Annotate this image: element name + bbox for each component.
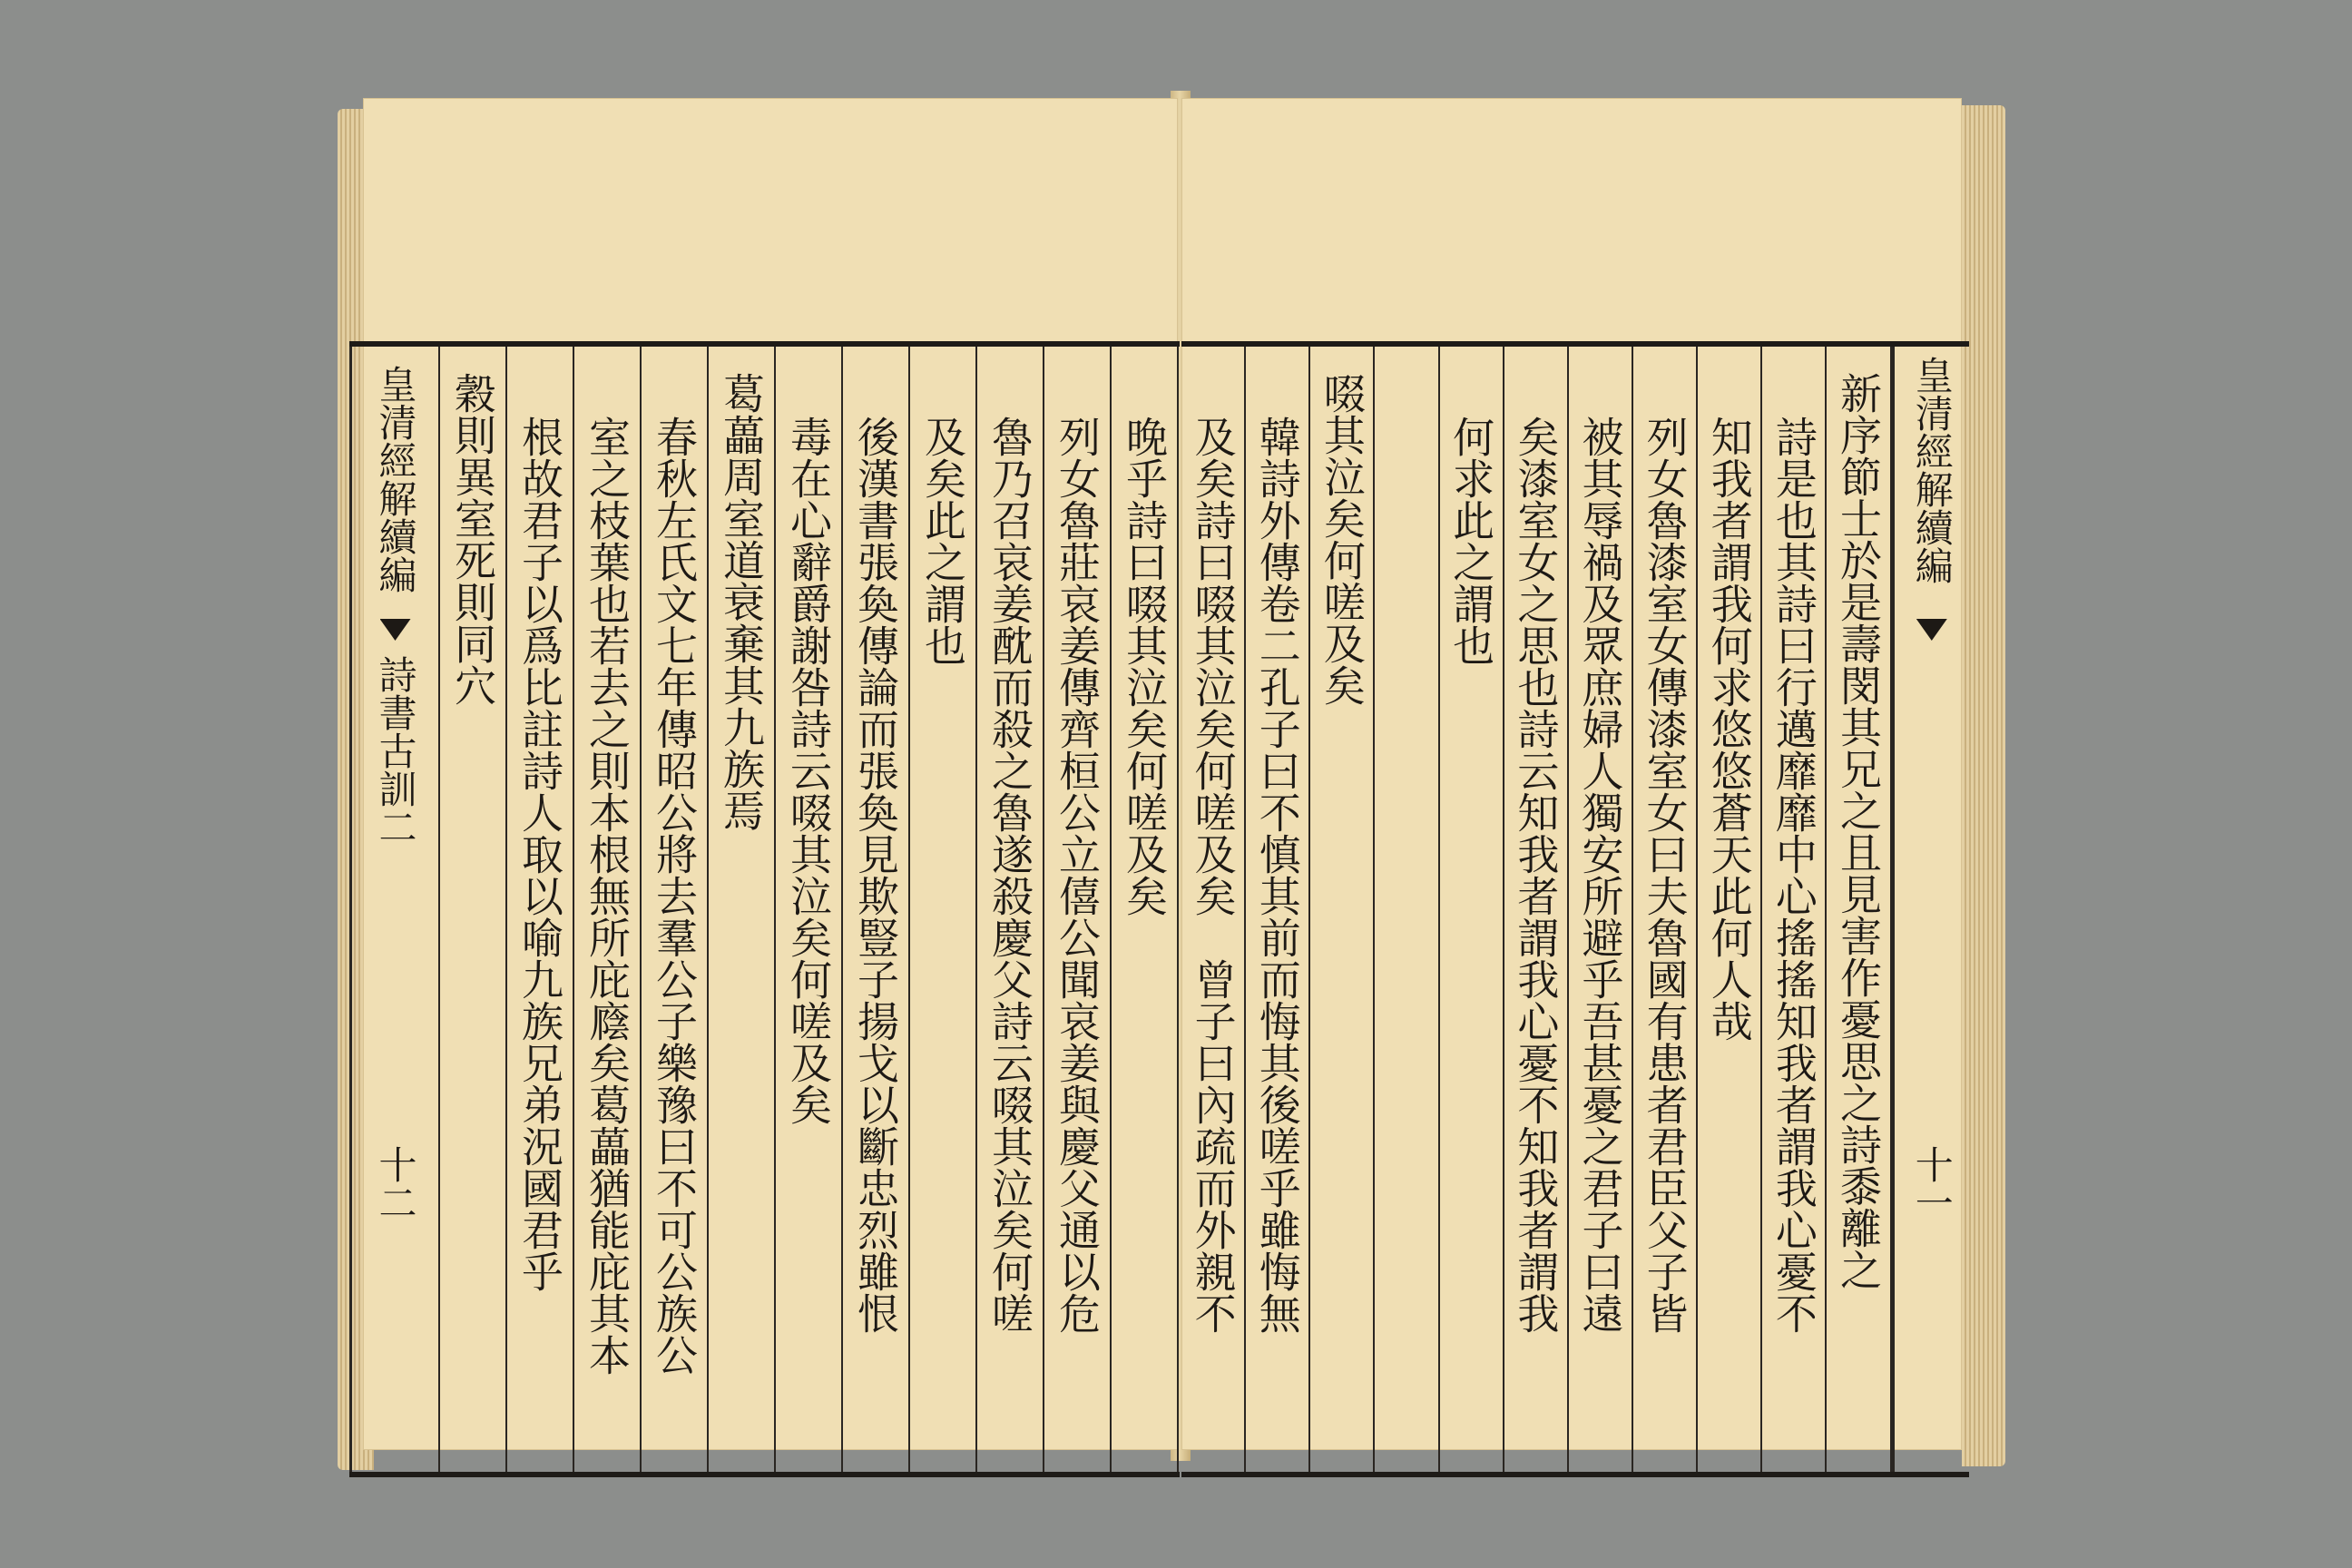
text-column	[709, 347, 776, 1472]
column-text: 晚乎詩曰啜其泣矣何嗟及矣	[1120, 416, 1169, 916]
text-column	[910, 347, 977, 1472]
text-column	[1504, 347, 1569, 1472]
text-column	[1569, 347, 1633, 1472]
right-heart-title: 皇清經解續編	[1909, 356, 1955, 584]
text-column	[642, 347, 709, 1472]
column-text: 啜其泣矣何嗟及矣	[1317, 372, 1367, 706]
column-text: 知我者謂我何求悠悠蒼天此何人哉	[1704, 416, 1754, 1042]
column-text: 矣漆室女之思也詩云知我者謂我心憂不知我者謂我	[1511, 416, 1561, 1334]
text-column	[776, 347, 843, 1472]
column-text: 後漢書張奐傳論而張奐見欺豎子揚戈以斷忠烈雖恨	[851, 416, 900, 1334]
text-column	[843, 347, 910, 1472]
text-column	[507, 347, 574, 1472]
right-page-heart-column	[1892, 347, 1969, 1472]
text-column	[1112, 347, 1179, 1472]
text-column	[1044, 347, 1112, 1472]
left-heart-leaf-number: 十二	[373, 1145, 418, 1221]
column-text: 被其辱禍及眾庶婦人獨安所避乎吾甚憂之君子曰遠	[1575, 416, 1625, 1334]
column-text: 新序節士於是壽閔其兄之且見害作憂思之詩黍離之	[1834, 372, 1884, 1290]
text-column	[1310, 347, 1375, 1472]
right-heart-leaf-number: 十一	[1909, 1145, 1955, 1221]
column-text: 何求此之謂也	[1446, 416, 1496, 666]
right-page	[1181, 98, 1962, 1450]
right-page-frame	[1181, 341, 1969, 1477]
column-text: 及矣此之謂也	[918, 416, 967, 666]
column-text: 列女魯莊哀姜傳齊桓公立僖公聞哀姜與慶父通以危	[1053, 416, 1102, 1334]
text-column	[574, 347, 642, 1472]
left-page-heart-column	[349, 347, 440, 1472]
text-column	[1440, 347, 1504, 1472]
fish-tail-mark	[380, 619, 411, 641]
left-heart-section: 詩書古訓二	[373, 655, 418, 846]
column-text: 葛藟周室道衰棄其九族焉	[717, 372, 766, 831]
text-column	[1246, 347, 1310, 1472]
text-column	[1633, 347, 1698, 1472]
text-column	[1181, 347, 1246, 1472]
column-text: 毒在心辭爵謝咎詩云啜其泣矣何嗟及矣	[784, 416, 833, 1125]
column-text: 詩是也其詩曰行邁靡靡中心搖搖知我者謂我心憂不	[1769, 416, 1818, 1334]
column-text: 列女魯漆室女傳漆室女曰夫魯國有患者君臣父子皆	[1640, 416, 1690, 1334]
text-column	[1827, 347, 1891, 1472]
text-column	[1375, 347, 1439, 1472]
column-text: 室之枝葉也若去之則本根無所庇廕矣葛藟猶能庇其本	[583, 416, 632, 1376]
text-column	[1762, 347, 1827, 1472]
left-heart-title: 皇清經解續編	[373, 365, 418, 593]
column-text: 根故君子以爲比註詩人取以喻九族兄弟況國君乎	[515, 416, 564, 1292]
fish-tail-mark	[1916, 619, 1947, 641]
text-column	[440, 347, 507, 1472]
column-text: 春秋左氏文七年傳昭公將去羣公子樂豫曰不可公族公	[650, 416, 699, 1376]
text-column	[977, 347, 1044, 1472]
left-page	[363, 98, 1178, 1450]
column-text: 及矣詩曰啜其泣矣何嗟及矣 曾子曰內疏而外親不	[1188, 416, 1238, 1334]
column-text: 穀則異室死則同穴	[448, 372, 497, 706]
column-text: 韓詩外傳卷二孔子曰不慎其前而悔其後嗟乎雖悔無	[1252, 416, 1302, 1334]
left-page-frame	[349, 341, 1180, 1477]
column-text: 魯乃召哀姜酖而殺之魯遂殺慶父詩云啜其泣矣何嗟	[985, 416, 1034, 1334]
text-column	[1698, 347, 1762, 1472]
